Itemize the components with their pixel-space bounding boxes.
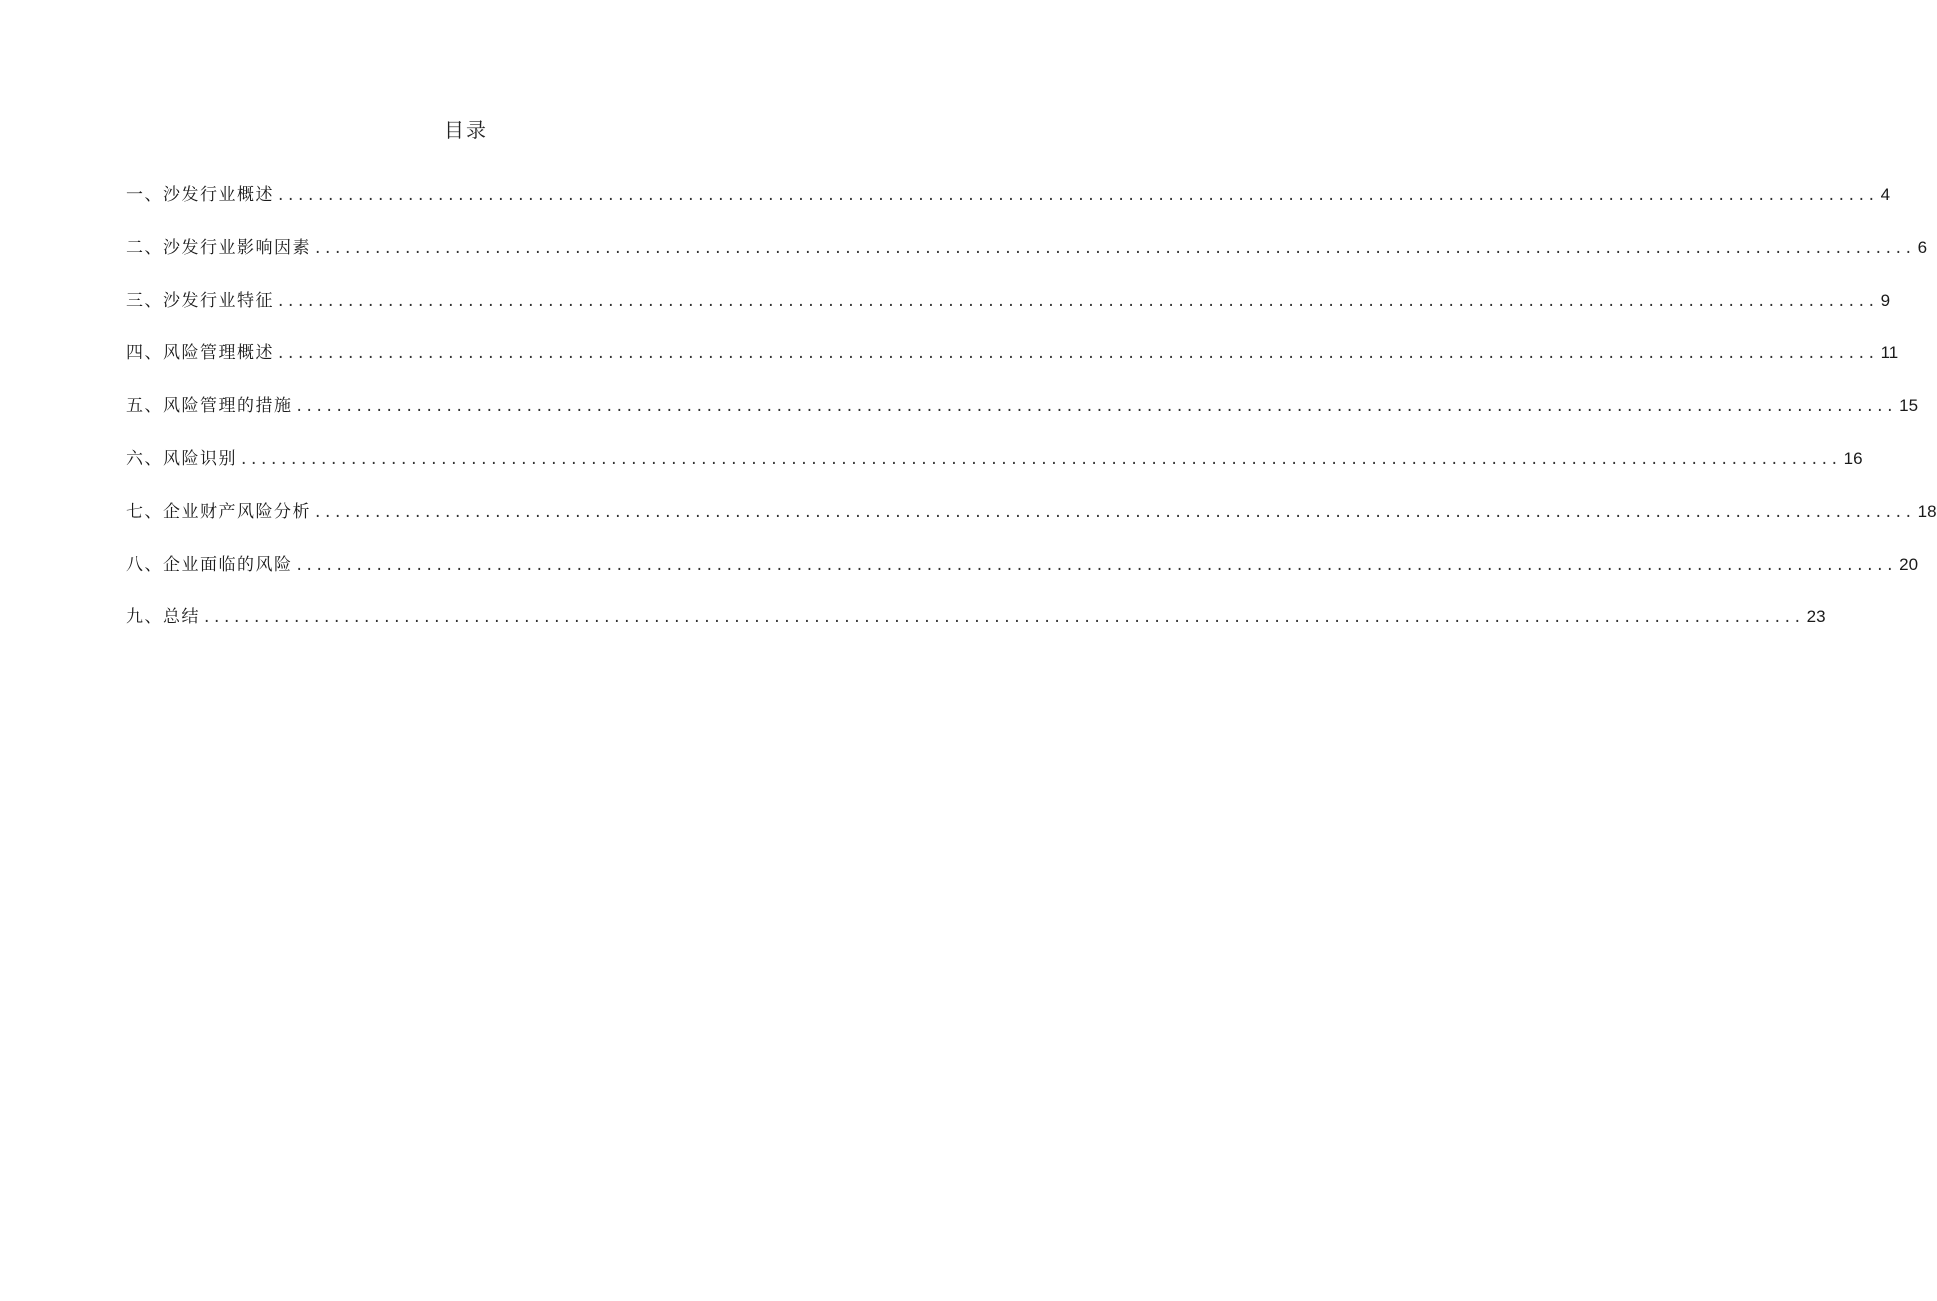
toc-page-number: 18 bbox=[1917, 501, 1937, 521]
toc-entry-title: 七、企业财产风险分析 bbox=[126, 501, 311, 522]
toc-dot-leader: ................................................................................................................................................................ bbox=[278, 343, 1879, 364]
toc-entry-title: 九、总结 bbox=[126, 607, 200, 628]
toc-page-number: 20 bbox=[1899, 554, 1919, 574]
toc-entry[interactable] bbox=[126, 445, 1863, 498]
toc-dot-leader: ................................................................................................................................................................ bbox=[315, 501, 1916, 522]
toc-dot-leader: ................................................................................................................................................................ bbox=[315, 237, 1916, 258]
toc-entry[interactable] bbox=[126, 603, 1826, 656]
toc-entry-title: 四、风险管理概述 bbox=[126, 343, 274, 364]
toc-entry[interactable] bbox=[126, 234, 1928, 287]
toc-entry[interactable] bbox=[126, 551, 1919, 604]
toc-page-number: 6 bbox=[1917, 237, 1928, 257]
toc-entry[interactable] bbox=[126, 498, 1937, 551]
toc-entry-title: 一、沙发行业概述 bbox=[126, 185, 274, 205]
toc-entry[interactable] bbox=[126, 339, 1899, 392]
toc-dot-leader: ................................................................................................................................................................ bbox=[296, 554, 1898, 575]
toc-entry-title: 五、风险管理的措施 bbox=[126, 396, 293, 417]
toc-entry-title: 三、沙发行业特征 bbox=[126, 290, 274, 311]
toc-dot-leader: ................................................................................................................................................................ bbox=[241, 448, 1842, 469]
toc-dot-leader: ................................................................................................................................................................ bbox=[296, 396, 1898, 417]
toc-dot-leader: ................................................................................................................................................................ bbox=[204, 607, 1805, 628]
toc-entry-title: 二、沙发行业影响因素 bbox=[126, 237, 311, 258]
toc-page-number: 9 bbox=[1880, 290, 1891, 310]
toc-dot-leader: ................................................................................................................................................................ bbox=[278, 290, 1879, 311]
toc-page-number: 4 bbox=[1880, 185, 1891, 204]
toc-entry[interactable] bbox=[126, 392, 1919, 445]
toc-page-number: 11 bbox=[1880, 343, 1899, 363]
toc-entry-title: 八、企业面临的风险 bbox=[126, 554, 293, 575]
toc-entry-title: 六、风险识别 bbox=[126, 448, 237, 469]
toc-entry[interactable] bbox=[126, 287, 1891, 340]
toc-dot-leader: ................................................................................................................................................................ bbox=[278, 185, 1879, 205]
toc-list bbox=[126, 181, 1937, 656]
toc-entry[interactable] bbox=[126, 181, 1891, 234]
toc-page-number: 15 bbox=[1899, 396, 1919, 416]
toc-page-number: 23 bbox=[1806, 607, 1826, 627]
toc-title: 目录 bbox=[444, 118, 488, 142]
toc-page-number: 16 bbox=[1843, 448, 1863, 468]
